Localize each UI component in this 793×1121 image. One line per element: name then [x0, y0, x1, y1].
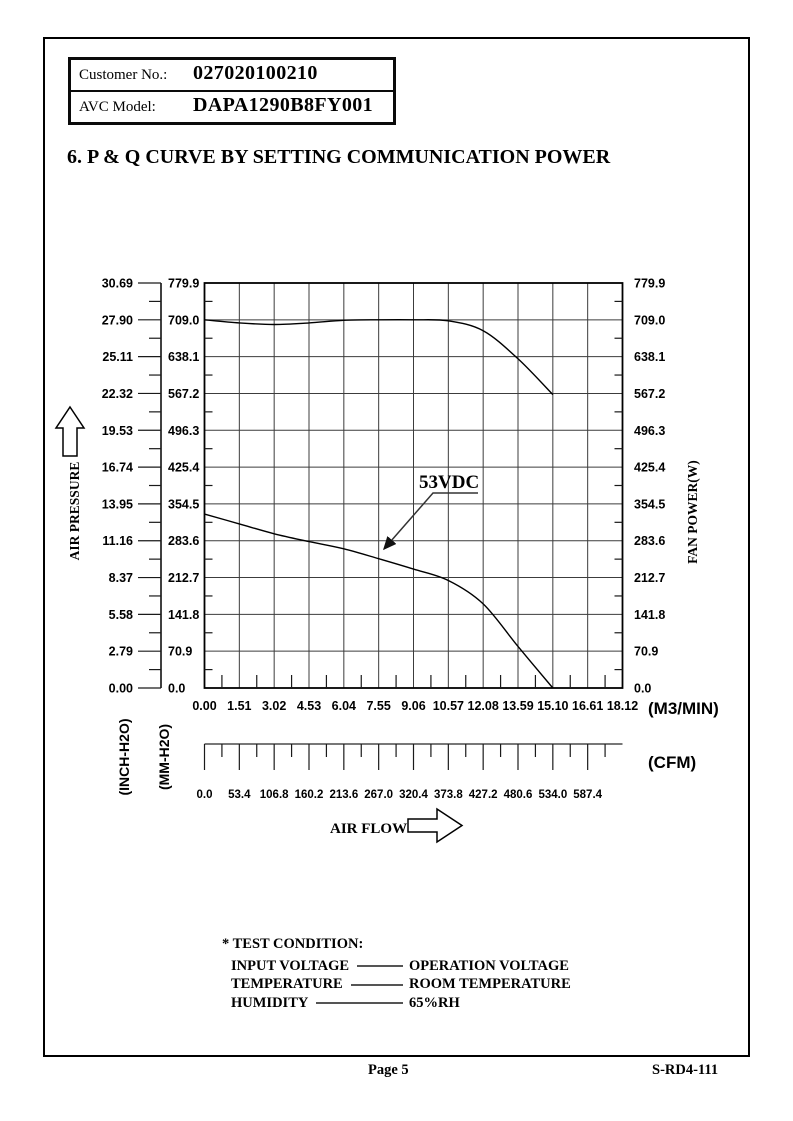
mm-tick-label: 709.0	[168, 313, 200, 328]
fan-power-tick-label: 70.9	[634, 644, 659, 659]
y-right-axis-title: FAN POWER(W)	[685, 460, 700, 564]
cfm-tick-label: 267.0	[364, 789, 394, 801]
mm-tick-label: 0.0	[168, 681, 186, 696]
mm-tick-label: 212.7	[168, 571, 200, 586]
footer-page-number: Page 5	[368, 1062, 409, 1078]
m3min-tick-label: 0.00	[192, 699, 217, 713]
section-title: 6. P & Q CURVE BY SETTING COMMUNICATION POWER	[67, 146, 611, 168]
m3min-tick-label: 4.53	[296, 699, 322, 713]
fan-power-tick-label: 354.5	[634, 497, 666, 512]
inch-tick-label: 22.32	[101, 386, 133, 401]
inch-tick-label: 2.79	[108, 644, 133, 659]
tc-value-operation-voltage: OPERATION VOLTAGE	[409, 957, 569, 974]
fan-power-tick-label: 709.0	[634, 313, 666, 328]
customer-no-label: Customer No.:	[79, 67, 168, 83]
y-left-axis-title: AIR PRESSURE	[67, 461, 82, 561]
x-unit-m3min: (M3/MIN)	[648, 699, 719, 718]
cfm-tick-label: 160.2	[294, 789, 324, 801]
footer-doc-number: S-RD4-111	[652, 1062, 719, 1078]
x-axis-title: AIR FLOW	[330, 821, 408, 837]
air-pressure-up-arrow-icon	[56, 407, 84, 456]
y-left-unit-inch: (INCH-H2O)	[116, 718, 132, 796]
m3min-tick-label: 18.12	[606, 699, 639, 713]
tc-connector-line	[351, 984, 403, 986]
inch-tick-label: 13.95	[101, 497, 133, 512]
cfm-tick-label: 534.0	[538, 789, 568, 801]
fan-power-tick-label: 212.7	[634, 571, 666, 586]
mm-tick-label: 283.6	[168, 534, 200, 549]
fan-power-tick-label: 638.1	[634, 350, 666, 365]
mm-tick-label: 567.2	[168, 386, 200, 401]
cfm-tick-label: 373.8	[433, 789, 463, 801]
cfm-tick-label: 53.4	[228, 789, 251, 801]
cfm-tick-label: 320.4	[399, 789, 428, 801]
fan-power-tick-label: 779.9	[634, 276, 666, 291]
tc-label-temperature: TEMPERATURE	[231, 976, 343, 993]
cfm-tick-label: 106.8	[259, 789, 289, 801]
mm-tick-label: 425.4	[168, 460, 200, 475]
fan-power-tick-label: 283.6	[634, 534, 666, 549]
m3min-tick-label: 12.08	[467, 699, 499, 713]
m3min-tick-label: 9.06	[401, 699, 426, 713]
m3min-tick-label: 7.55	[366, 699, 391, 713]
fan-power-tick-label: 0.0	[634, 681, 652, 696]
tc-label-input-voltage: INPUT VOLTAGE	[231, 957, 350, 974]
inch-tick-label: 8.37	[108, 571, 133, 586]
m3min-tick-label: 1.51	[227, 699, 252, 713]
m3min-tick-label: 3.02	[261, 699, 287, 713]
m3min-tick-label: 15.10	[537, 699, 569, 713]
cfm-tick-label: 480.6	[503, 789, 533, 801]
annotation-53vdc: 53VDC	[419, 472, 480, 493]
cfm-tick-label: 587.4	[573, 789, 603, 801]
mm-tick-label: 779.9	[168, 276, 200, 291]
fan-power-tick-label: 567.2	[634, 386, 666, 401]
fan-power-tick-label: 141.8	[634, 607, 666, 622]
avc-model-label: AVC Model:	[79, 99, 156, 115]
m3min-tick-label: 10.57	[432, 699, 464, 713]
mm-tick-label: 496.3	[168, 423, 200, 438]
tc-label-humidity: HUMIDITY	[231, 994, 309, 1011]
mm-tick-label: 354.5	[168, 497, 200, 512]
test-condition-row-temperature	[222, 976, 582, 995]
test-conditions	[222, 936, 582, 1013]
inch-tick-label: 30.69	[101, 276, 133, 291]
inch-tick-label: 27.90	[101, 313, 133, 328]
mm-tick-label: 141.8	[168, 607, 200, 622]
cfm-tick-label: 427.2	[468, 789, 498, 801]
customer-no-value: 027020100210	[193, 62, 318, 84]
mm-tick-label: 638.1	[168, 350, 200, 365]
tc-connector-line	[316, 1002, 403, 1004]
tc-connector-line	[357, 965, 403, 967]
m3min-tick-label: 13.59	[502, 699, 534, 713]
inch-tick-label: 11.16	[102, 534, 133, 549]
x-unit-cfm: (CFM)	[648, 753, 697, 772]
air-flow-right-arrow-icon	[408, 809, 462, 842]
inch-tick-label: 19.53	[101, 423, 133, 438]
tc-value-room-temperature: ROOM TEMPERATURE	[409, 976, 571, 993]
fan-power-tick-label: 425.4	[634, 460, 666, 475]
cfm-tick-label: 213.6	[329, 789, 359, 801]
cfm-tick-label: 0.0	[196, 789, 213, 801]
test-condition-row-voltage	[222, 957, 582, 976]
inch-tick-label: 5.58	[108, 607, 133, 622]
m3min-tick-label: 16.61	[572, 699, 604, 713]
avc-model-value: DAPA1290B8FY001	[193, 94, 374, 116]
inch-tick-label: 0.00	[108, 681, 133, 696]
fan-power-tick-label: 496.3	[634, 423, 666, 438]
test-conditions-heading: * TEST CONDITION:	[222, 936, 364, 952]
tc-value-humidity: 65%RH	[409, 994, 460, 1011]
inch-tick-label: 25.11	[102, 350, 133, 365]
m3min-tick-label: 6.04	[331, 699, 357, 713]
y-left-unit-mm: (MM-H2O)	[156, 723, 172, 791]
mm-tick-label: 70.9	[168, 644, 193, 659]
test-condition-row-humidity	[222, 994, 582, 1013]
inch-tick-label: 16.74	[101, 460, 133, 475]
